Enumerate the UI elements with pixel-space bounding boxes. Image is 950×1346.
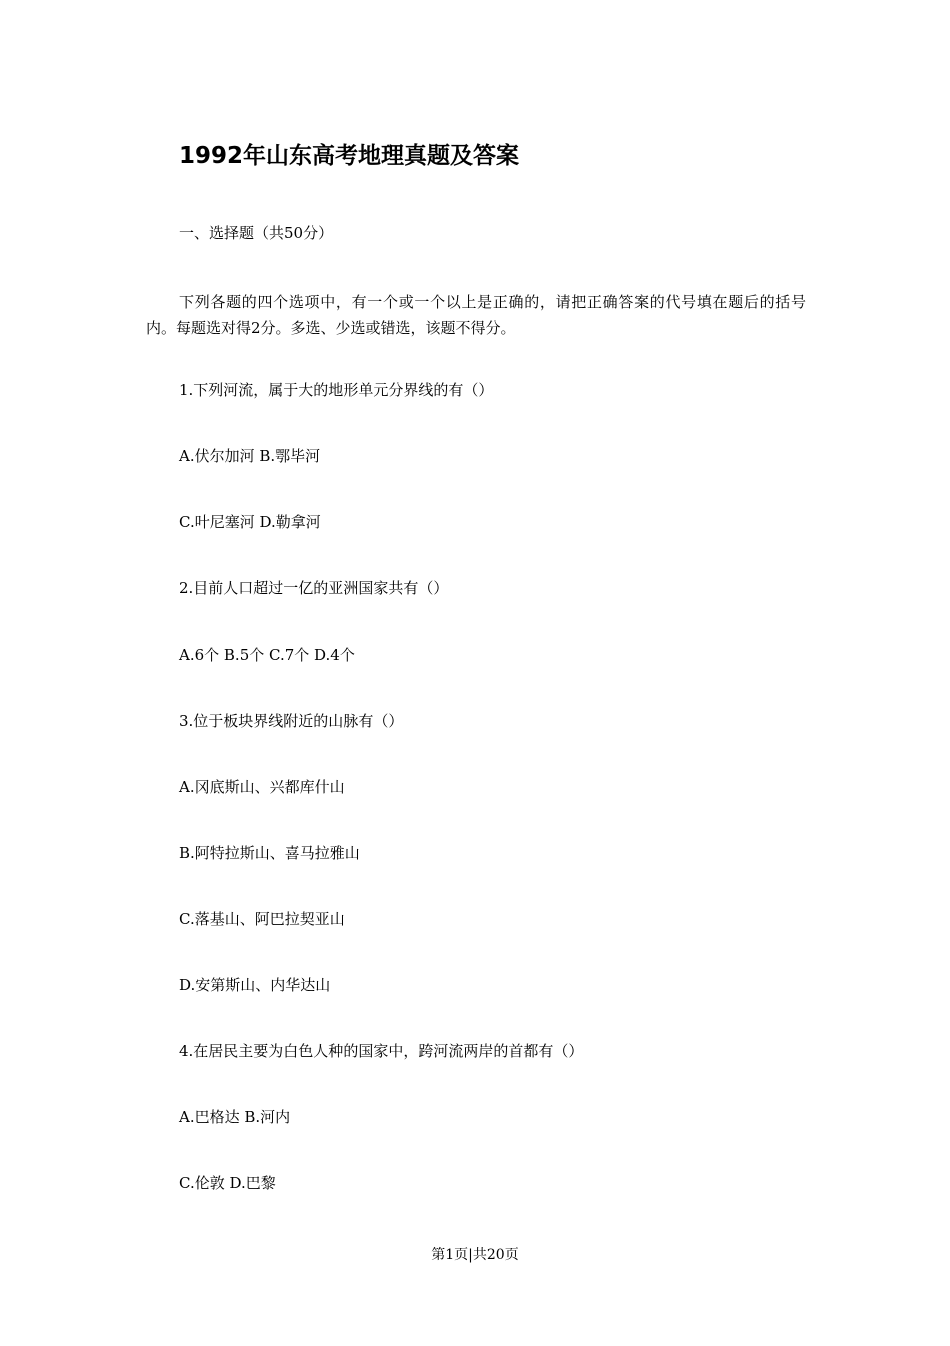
question-4-options-ab: A.巴格达 B.河内 [179, 1108, 291, 1126]
question-1-options-ab: A.伏尔加河 B.鄂毕河 [179, 447, 321, 465]
instructions-paragraph: 下列各题的四个选项中，有一个或一个以上是正确的，请把正确答案的代号填在题后的括号内。每题选对得2分。多选、少选或错选，该题不得分。 [146, 293, 806, 337]
question-3-option-b: B.阿特拉斯山、喜马拉雅山 [179, 844, 360, 862]
question-2-options: A.6个 B.5个 C.7个 D.4个 [179, 646, 355, 664]
question-3-option-c: C.落基山、阿巴拉契亚山 [179, 910, 345, 928]
question-3-option-a: A.冈底斯山、兴都库什山 [179, 778, 345, 796]
question-4-options-cd: C.伦敦 D.巴黎 [179, 1174, 276, 1192]
question-1-options-cd: C.叶尼塞河 D.勒拿河 [179, 513, 321, 531]
question-3: 3.位于板块界线附近的山脉有（） [179, 712, 404, 730]
section-heading: 一、选择题（共50分） [179, 224, 334, 242]
question-4: 4.在居民主要为白色人种的国家中，跨河流两岸的首都有（） [179, 1042, 584, 1060]
page-footer: 第1页|共20页 [431, 1247, 519, 1263]
question-1: 1.下列河流，属于大的地形单元分界线的有（） [179, 381, 494, 399]
question-3-option-d: D.安第斯山、内华达山 [179, 976, 331, 994]
document-title: 1992年山东高考地理真题及答案 [179, 143, 520, 169]
question-2: 2.目前人口超过一亿的亚洲国家共有（） [179, 579, 449, 597]
